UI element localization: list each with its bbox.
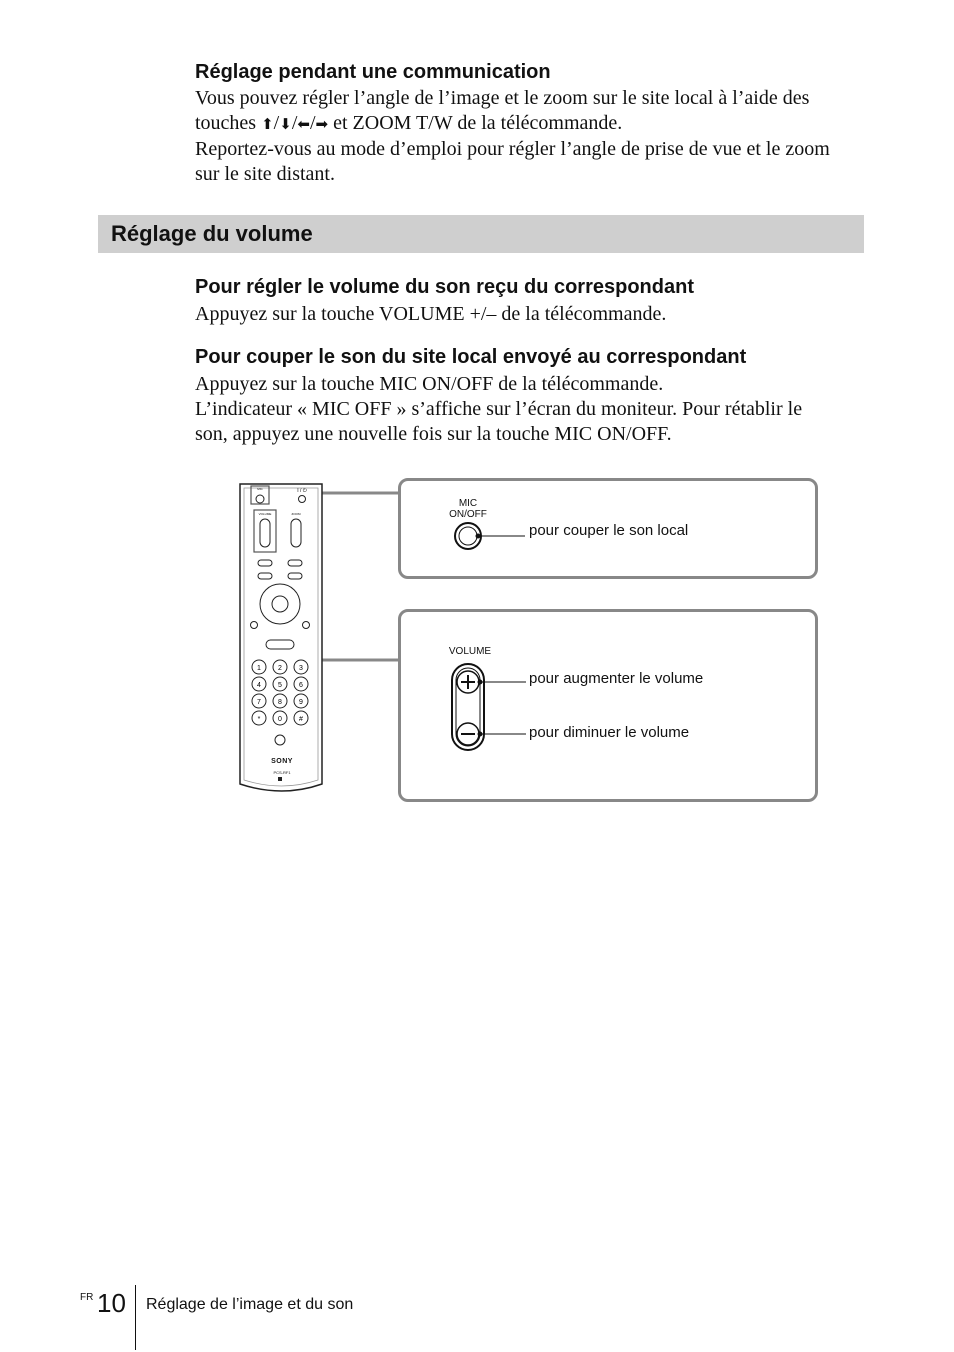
- section-title: Réglage du volume: [111, 221, 313, 246]
- subsection-heading: Pour couper le son du site local envoyé au correspondant: [195, 346, 747, 368]
- text-line: L’indicateur « MIC OFF » s’affiche sur l’écran du moniteur. Pour rétablir le: [195, 398, 803, 420]
- brand-logo: SONY: [271, 758, 293, 765]
- mic-button-graphic: [450, 520, 530, 552]
- footer-section-title: Réglage de l’image et du son: [146, 1296, 354, 1313]
- svg-text:5: 5: [278, 682, 282, 689]
- svg-text:7: 7: [257, 699, 261, 706]
- subsection-heading: Pour régler le volume du son reçu du correspondant: [195, 276, 694, 298]
- svg-text:8: 8: [278, 699, 282, 706]
- volume-minus-description: pour diminuer le volume: [529, 724, 690, 741]
- text-line: Reportez-vous au mode d’emploi pour régler l’angle de prise de vue et le zoom: [195, 138, 830, 160]
- mic-description: pour couper le son local: [529, 522, 689, 539]
- arrow-right-icon: ➡: [315, 115, 329, 133]
- arrow-up-icon: ⬆: [261, 115, 274, 133]
- arrow-left-icon: ⬅: [297, 115, 310, 133]
- svg-text:2: 2: [278, 665, 282, 672]
- text-line: sur le site distant.: [195, 163, 335, 185]
- text-line: Vous pouvez régler l’angle de l’image et le zoom sur le site local à l’aide des: [195, 87, 810, 109]
- svg-text:6: 6: [299, 682, 303, 689]
- text-line: touches ⬆/⬇/⬅/➡ et ZOOM T/W de la télécommande.: [195, 111, 875, 137]
- mic-button-label: MIC ON/OFF: [449, 498, 487, 520]
- subsection-heading: Réglage pendant une communication: [195, 61, 551, 83]
- arrow-down-icon: ⬇: [279, 115, 292, 133]
- paragraph: Appuyez sur la touche VOLUME +/– de la télécommande.: [195, 303, 667, 325]
- svg-text:MIC: MIC: [257, 487, 263, 491]
- volume-button-graphic: [448, 660, 528, 755]
- svg-text:3: 3: [299, 665, 303, 672]
- svg-text:9: 9: [299, 699, 303, 706]
- svg-text:I / ⏻: I / ⏻: [297, 488, 307, 494]
- footer-language: FR: [80, 1292, 94, 1303]
- svg-text:VOLUME: VOLUME: [258, 512, 272, 516]
- volume-button-label: VOLUME: [448, 646, 492, 657]
- svg-text:4: 4: [257, 682, 261, 689]
- svg-text:ZOOM: ZOOM: [291, 512, 301, 516]
- svg-text:1: 1: [257, 665, 261, 672]
- volume-plus-description: pour augmenter le volume: [529, 670, 704, 687]
- model-label: PCS-RF1: [273, 770, 291, 775]
- remote-control-illustration: [236, 480, 328, 798]
- page-number: 10: [97, 1288, 126, 1318]
- text-line: son, appuyez une nouvelle fois sur la touche MIC ON/OFF.: [195, 423, 672, 445]
- text-line: Appuyez sur la touche MIC ON/OFF de la télécommande.: [195, 373, 664, 395]
- footer-divider: [135, 1285, 136, 1350]
- svg-text:#: #: [299, 716, 303, 723]
- svg-text:0: 0: [278, 716, 282, 723]
- svg-text:*: *: [257, 716, 261, 723]
